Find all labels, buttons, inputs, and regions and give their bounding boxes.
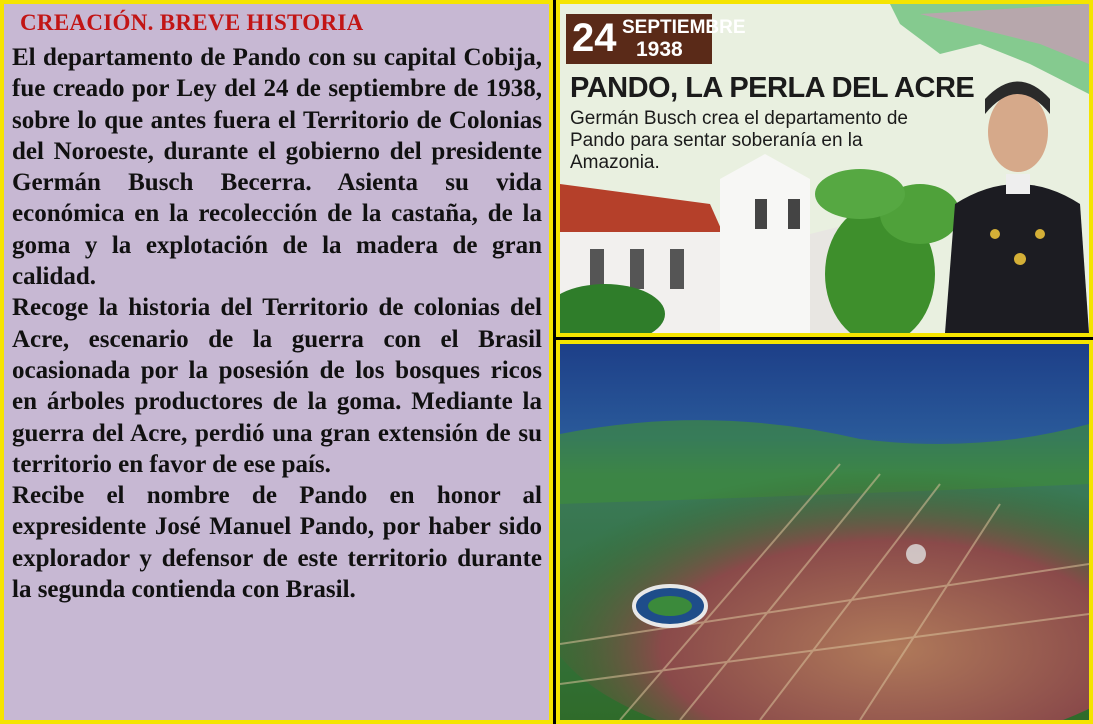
section-heading: CREACIÓN. BREVE HISTORIA (20, 10, 364, 35)
date-day: 24 (572, 16, 617, 60)
date-month: SEPTIEMBRE (622, 17, 746, 38)
date-badge (566, 14, 746, 64)
paragraph-3: Recibe el nombre de Pando en honor al expresidente José Manuel Pando, por haber sido explorador y defensor de este territorio durante la segunda contienda con Brasil. (12, 482, 542, 604)
date-year: 1938 (636, 38, 683, 61)
commemorative-poster-image (556, 0, 1093, 337)
poster-subtitle: Germán Busch crea el departamento de Pando para sentar soberanía en la Amazonia. (570, 108, 908, 173)
aerial-city-photo (556, 340, 1093, 724)
history-body (12, 42, 542, 605)
poster-title: PANDO, LA PERLA DEL ACRE (570, 72, 975, 104)
paragraph-1: El departamento de Pando con su capital Cobija, fue creado por Ley del 24 de septiembre de 1938, sobre lo que antes fuera el Territorio de Colonias del Noroeste, durante el gobierno del presidente Germán Busch Becerra. Asienta su vida económica en la recolección de la castaña, de la goma y la explotación de la madera de gran calidad. (12, 44, 542, 291)
paragraph-2: Recoge la historia del Territorio de colonias del Acre, escenario de la guerra con el Brasil ocasionada por la posesión de los bosques ricos en árboles productores de la goma. Mediante la guerra del Acre, perdió una gran extensión de su territorio en favor de ese país. (12, 294, 542, 478)
aerial-view-illustration (560, 344, 1089, 720)
